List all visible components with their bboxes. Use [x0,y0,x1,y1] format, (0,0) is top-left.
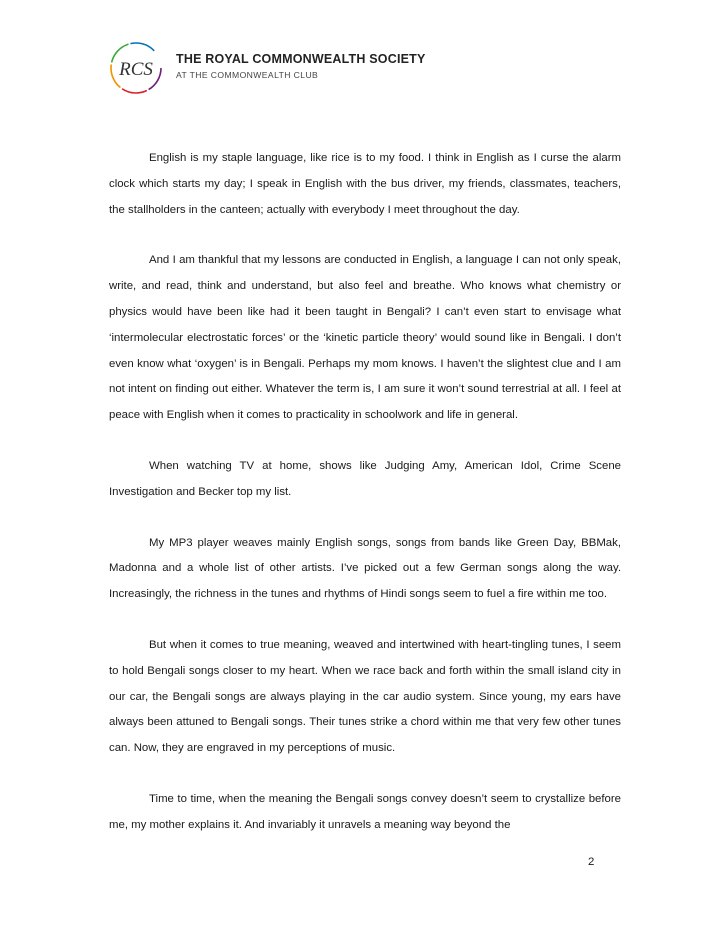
paragraph-4: My MP3 player weaves mainly English songs, songs from bands like Green Day, BBMak, Madonna and a whole list of other artists. I’ve picked out a few German songs along the way. Increasingly, the richness in the tunes and rhythms of Hindi songs seem to fuel a fire within me too. [109,536,621,601]
document-body [109,146,621,864]
paragraph-1: English is my staple language, like rice is to my food. I think in English as I curse the alarm clock which starts my day; I speak in English with the bus driver, my friends, classmates, teachers, the stallholders in the canteen; actually with everybody I meet throughout the day. [109,152,621,216]
paragraph-6: Time to time, when the meaning the Bengali songs convey doesn’t seem to crystallize before me, my mother explains it. And invariably it unravels a meaning way beyond the [109,792,621,831]
rcs-monogram-icon [108,40,168,96]
logo-text: RCS [119,59,153,80]
organization-subtitle: AT THE COMMONWEALTH CLUB [176,70,319,80]
organization-name: THE ROYAL COMMONWEALTH SOCIETY [176,52,426,66]
paragraph-2: And I am thankful that my lessons are conducted in English, a language I can not only speak, write, and read, think and understand, but also feel and breathe. Who knows what chemistry or physics would have been like had it been taught in Bengali? I can’t even start to envisage what ‘intermolecular electrostatic forces’ or the ‘kinetic particle theory’ would sound like in Bengali. I don’t even know what ‘oxygen’ is in Bengali. Perhaps my mom knows. I haven’t the slightest clue and I am not intent on finding out either. Whatever the term is, I am sure it won’t sound terrestrial at all. I feel at peace with English when it comes to practicality in schoolwork and life in general. [109,254,621,422]
letterhead [108,40,426,96]
paragraph-5: But when it comes to true meaning, weaved and intertwined with heart-tingling tunes, I seem to hold Bengali songs closer to my heart. When we race back and forth within the small island city in our car, the Bengali songs are always playing in the car audio system. Since young, my ears have always been attuned to Bengali songs. Their tunes strike a chord within me that very few other tunes can. Now, they are engraved in my perceptions of music. [109,638,621,755]
paragraph-3: When watching TV at home, shows like Judging Amy, American Idol, Crime Scene Investigation and Becker top my list. [109,459,621,498]
page-number: 2 [588,856,595,868]
